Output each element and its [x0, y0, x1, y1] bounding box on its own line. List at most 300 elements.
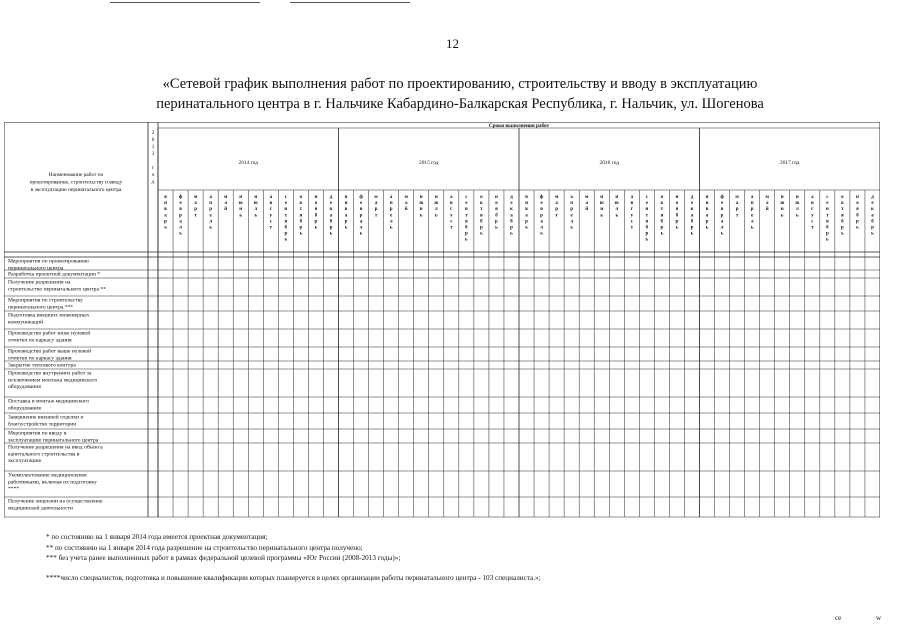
month-label-char: ь	[434, 213, 438, 219]
month-label-char: е	[871, 201, 874, 207]
month-label-char: р	[164, 219, 167, 225]
row-label: строительство перинатального центра **	[8, 286, 106, 293]
month-label-char: я	[284, 219, 288, 225]
month-label-char: в	[269, 201, 273, 207]
month-label-char: о	[314, 201, 318, 207]
month-label-char: л	[179, 225, 182, 231]
name-column-header: Наименование работ по	[48, 172, 104, 178]
month-label-char: ь	[359, 231, 363, 237]
month-label-char: р	[660, 225, 664, 231]
month-label-char: р	[750, 207, 754, 213]
month-label-char: а	[450, 195, 453, 200]
year2013-header-char: 1	[151, 144, 155, 150]
month-label-char: р	[209, 207, 213, 213]
top-rule-right	[290, 2, 410, 3]
month-label-char: а	[765, 201, 769, 207]
month-label-char: с	[269, 219, 272, 225]
year2013-header-char: о	[151, 172, 155, 178]
month-label-char: т	[465, 213, 468, 219]
month-label-char: т	[194, 213, 197, 219]
month-label-char: е	[209, 213, 212, 219]
month-label-char: ь	[389, 225, 393, 231]
month-label-char: я	[825, 219, 829, 225]
month-label-char: л	[750, 219, 754, 225]
month-label-char: в	[164, 207, 167, 213]
month-label-char: л	[254, 207, 258, 213]
row-label: Поставка и монтаж медицинского	[8, 398, 90, 405]
month-label-char: в	[359, 207, 363, 213]
year-label: 2016 год	[599, 160, 619, 166]
month-label-char: о	[856, 201, 859, 207]
month-label-char: ф	[178, 195, 183, 200]
deadlines-header: Сроки выполнения работ	[488, 123, 550, 130]
month-label-char: ь	[239, 213, 243, 219]
month-label-char: с	[811, 219, 814, 225]
month-label-char: б	[495, 213, 498, 219]
month-label-char: р	[735, 207, 739, 213]
month-label-char: й	[765, 207, 769, 213]
month-label-char: й	[585, 207, 589, 213]
month-label-char: а	[555, 201, 558, 207]
month-label-char: а	[194, 201, 197, 207]
month-label-char: л	[359, 225, 363, 231]
month-label-char: р	[329, 225, 333, 231]
month-label-char: а	[329, 213, 333, 219]
month-label-char: л	[540, 225, 543, 231]
month-label-char: я	[645, 219, 649, 225]
month-label-char: р	[374, 207, 378, 213]
month-label-char: и	[600, 195, 604, 200]
month-label-char: ь	[164, 225, 167, 231]
month-label-char: е	[390, 213, 393, 219]
row-label: отметки по каркасу здания	[8, 337, 72, 344]
month-label-char: г	[811, 207, 814, 213]
month-label-char: е	[826, 201, 829, 207]
month-label-char: к	[329, 207, 333, 213]
month-label-char: я	[480, 213, 483, 219]
month-label-char: а	[705, 213, 709, 219]
month-label-char: в	[810, 201, 814, 207]
month-label-char: ь	[570, 225, 573, 231]
month-label-char: р	[705, 219, 709, 225]
row-label: Производство внутренних работ за	[8, 370, 92, 377]
month-label-char: в	[525, 207, 528, 213]
month-label-char: б	[841, 219, 844, 225]
month-label-char: ь	[841, 231, 844, 237]
row-label: Получение лицензии на осуществление	[8, 498, 103, 505]
month-label-char: н	[705, 201, 709, 207]
row-label: Разработка проектной документации *	[8, 271, 101, 278]
row-label: Производство работ ниже нулевой	[8, 330, 91, 337]
month-label-char: ь	[254, 213, 258, 219]
row-label: работниками, включая их подготовку	[8, 479, 97, 486]
corner-mark-1: ce	[835, 614, 842, 622]
month-label-char: р	[194, 207, 197, 213]
month-label-char: и	[254, 195, 258, 200]
month-label-char: н	[464, 207, 468, 213]
month-label-char: а	[720, 219, 724, 225]
month-label-char: о	[480, 195, 483, 200]
month-label-char: а	[510, 213, 513, 219]
month-label-char: в	[449, 201, 453, 207]
row-label: Получение разрешения на ввод объекта	[8, 444, 103, 451]
month-label-char: р	[841, 225, 844, 231]
month-label-char: м	[374, 195, 378, 200]
year2013-header-char: г	[151, 165, 155, 171]
month-label-char: ь	[209, 225, 212, 231]
month-label-char: б	[690, 219, 694, 225]
document-title	[60, 74, 860, 114]
year2013-header-char: 3	[151, 151, 155, 157]
month-label-char: л	[615, 207, 619, 213]
row-label: капитального строительства в	[8, 451, 80, 458]
month-label-char: г	[450, 207, 453, 213]
month-label-char: с	[826, 195, 829, 200]
month-label-char: т	[480, 207, 483, 213]
month-label-char: д	[329, 195, 333, 200]
month-label-char: а	[269, 195, 273, 200]
row-label: перинатального центра	[8, 265, 64, 272]
month-label-char: р	[299, 225, 303, 231]
month-label-char: у	[630, 213, 634, 219]
row-label: коммуникаций	[8, 319, 44, 326]
month-label-char: е	[720, 201, 724, 207]
month-label-char: б	[314, 213, 318, 219]
month-label-char: р	[690, 225, 694, 231]
month-label-char: ь	[495, 225, 498, 231]
month-label-char: а	[344, 213, 348, 219]
month-label-char: м	[404, 195, 408, 200]
month-label-char: а	[690, 213, 694, 219]
month-label-char: ь	[645, 237, 649, 243]
month-label-char: п	[389, 201, 393, 207]
month-label-char: в	[705, 207, 709, 213]
month-label-char: л	[720, 225, 724, 231]
row-label: благоустройство территории	[8, 421, 77, 428]
month-label-char: п	[209, 201, 213, 207]
month-label-char: р	[464, 231, 468, 237]
month-label-char: с	[630, 219, 633, 225]
month-label-char: н	[284, 207, 288, 213]
row-label: Получение разрешения на	[8, 279, 71, 286]
month-label-char: т	[735, 213, 739, 219]
month-label-char: к	[660, 201, 664, 207]
month-label-char: р	[675, 219, 679, 225]
month-label-char: л	[209, 219, 213, 225]
month-label-char: ь	[675, 225, 679, 231]
month-label-char: ь	[299, 231, 303, 237]
month-label-char: н	[600, 207, 604, 213]
title-line-1: «Сетевой график выполнения работ по проектированию, строительству и вводу в эксплуатацию	[162, 76, 758, 92]
month-label-char: т	[660, 207, 664, 213]
month-label-char: ь	[871, 231, 874, 237]
month-label-char: а	[179, 219, 182, 225]
month-label-char: о	[299, 195, 303, 200]
corner-mark-2: w	[876, 614, 882, 622]
month-label-char: р	[389, 207, 393, 213]
year-label: 2014 год	[238, 160, 258, 166]
month-label-char: б	[856, 213, 859, 219]
month-label-char: ю	[795, 201, 800, 207]
month-label-char: н	[419, 207, 423, 213]
month-label-char: я	[841, 213, 844, 219]
month-label-char: ь	[615, 213, 619, 219]
row-label: оборудования	[8, 405, 41, 412]
month-label-char: ю	[238, 201, 243, 207]
month-label-char: с	[645, 195, 648, 200]
month-label-char: ь	[856, 225, 859, 231]
month-label-char: т	[555, 213, 558, 219]
row-label: Мероприятия по строительству	[8, 297, 83, 304]
month-label-char: я	[464, 219, 468, 225]
month-label-char: р	[344, 219, 348, 225]
month-label-char: ю	[599, 201, 604, 207]
month-label-char: я	[856, 207, 859, 213]
row-label: эксплуатацию	[8, 458, 42, 465]
month-label-char: е	[540, 201, 543, 207]
footnote-3: *** без учета ранее выполненных работ в рамках федеральной целевой программы «Юг России (2008-2013 годы)»;	[46, 554, 401, 562]
month-label-char: н	[525, 201, 528, 207]
month-label-char: а	[871, 213, 874, 219]
month-label-char: и	[419, 195, 423, 200]
month-label-char: а	[164, 213, 167, 219]
month-label-char: и	[795, 195, 799, 200]
name-column-header: в эксплуатацию перинатального центра	[30, 187, 122, 193]
month-label-char: и	[239, 195, 243, 200]
year-label: 2017 год	[780, 160, 800, 166]
month-label-char: е	[329, 201, 333, 207]
month-label-char: б	[826, 225, 829, 231]
footnote-4: ****число специалистов, подготовка и повышение квалификации которых планируется в целях организации работы перинатального центра - 103 специалиста.»;	[46, 573, 541, 582]
month-label-char: т	[269, 225, 273, 231]
month-label-char: у	[450, 213, 453, 219]
month-label-char: т	[841, 207, 844, 213]
month-label-char: т	[299, 207, 303, 213]
month-label-char: б	[465, 225, 468, 231]
month-label-char: я	[299, 213, 303, 219]
month-label-char: р	[525, 219, 528, 225]
month-label-char: р	[510, 225, 513, 231]
month-label-char: р	[555, 207, 558, 213]
month-label-char: ь	[419, 213, 423, 219]
month-label-char: а	[735, 201, 739, 207]
month-label-char: ф	[539, 195, 544, 200]
month-label-char: я	[495, 207, 498, 213]
month-label-char: б	[480, 219, 483, 225]
row-label: Производство работ выше нулевой	[8, 348, 92, 355]
month-label-char: ю	[253, 201, 258, 207]
month-label-char: я	[660, 213, 664, 219]
month-label-char: ь	[465, 237, 468, 243]
month-label-char: б	[660, 219, 664, 225]
row-label: исключением монтажа медицинского	[8, 377, 98, 384]
month-label-char: ф	[720, 195, 724, 200]
month-label-char: т	[374, 213, 378, 219]
month-label-char: а	[389, 195, 393, 200]
month-label-char: а	[209, 195, 212, 200]
month-label-char: ь	[660, 231, 664, 237]
month-label-char: в	[630, 201, 634, 207]
month-label-char: б	[329, 219, 333, 225]
month-label-char: с	[465, 195, 468, 200]
month-label-char: т	[630, 225, 634, 231]
page-number: 12	[446, 36, 459, 51]
month-label-char: р	[495, 219, 498, 225]
row-label: отметки по каркасу здания	[8, 355, 72, 362]
month-label-char: а	[525, 213, 528, 219]
month-label-char: ь	[525, 225, 528, 231]
month-label-char: е	[690, 201, 694, 207]
month-label-char: ь	[600, 213, 604, 219]
row-label: медицинской деятельности	[8, 505, 73, 512]
month-label-char: н	[494, 195, 498, 200]
month-label-char: а	[404, 201, 408, 207]
month-label-char: с	[450, 219, 453, 225]
month-label-char: а	[811, 195, 814, 200]
month-label-char: г	[269, 207, 272, 213]
month-label-char: н	[344, 201, 348, 207]
month-label-char: в	[720, 207, 724, 213]
row-label: Укомплектование медицинскими	[8, 472, 87, 479]
month-label-char: б	[510, 219, 513, 225]
month-label-char: е	[645, 201, 648, 207]
row-label: эксплуатацию перинатального центра	[8, 437, 99, 444]
month-label-char: г	[630, 207, 633, 213]
month-label-char: м	[193, 195, 198, 200]
month-label-char: ь	[705, 225, 709, 231]
month-label-char: ф	[359, 195, 363, 200]
footnote-1: * по состоянию на 1 января 2014 года имеется проектная документация;	[46, 533, 268, 541]
month-label-char: р	[540, 213, 543, 219]
month-label-char: т	[811, 225, 814, 231]
month-label-char: ь	[329, 231, 333, 237]
month-label-char: а	[224, 201, 227, 207]
month-label-char: ь	[826, 237, 829, 243]
month-label-char: н	[825, 207, 829, 213]
row-label: Подготовка внешних инженерных	[8, 312, 90, 319]
month-label-char: б	[871, 219, 874, 225]
row-label: перинатального центра ***	[8, 304, 74, 311]
month-label-char: и	[780, 195, 784, 200]
month-label-char: д	[690, 195, 694, 200]
month-label-char: к	[690, 207, 694, 213]
month-label-char: ь	[179, 231, 182, 237]
month-label-char: л	[389, 219, 393, 225]
month-label-char: ь	[720, 231, 724, 237]
month-label-char: б	[299, 219, 303, 225]
month-label-char: м	[554, 195, 559, 200]
month-label-char: ь	[480, 231, 483, 237]
month-label-char: а	[374, 201, 378, 207]
year2013-header-char: 2	[151, 130, 155, 136]
month-label-char: р	[284, 231, 288, 237]
month-label-char: р	[871, 225, 874, 231]
month-label-char: б	[645, 225, 649, 231]
month-label-char: ь	[795, 213, 799, 219]
row-label: оборудования	[8, 384, 41, 391]
row-label: Закрытие теплового контура	[8, 362, 76, 369]
month-label-char: ь	[540, 231, 543, 237]
month-label-char: р	[720, 213, 724, 219]
name-column-header: проектированию, строительству и вводу	[29, 179, 123, 186]
month-label-char: я	[314, 207, 318, 213]
month-label-char: д	[871, 195, 874, 200]
month-label-char: ю	[434, 201, 439, 207]
row-label: ****	[8, 486, 20, 493]
month-label-char: м	[765, 195, 769, 200]
row-label: Мероприятия по вводу в	[8, 430, 67, 437]
month-label-char: е	[179, 201, 182, 207]
month-label-char: р	[359, 213, 363, 219]
month-label-char: а	[359, 219, 363, 225]
month-label-char: ь	[314, 225, 318, 231]
top-rule-left	[110, 2, 260, 3]
footnote-2: ** по состоянию на 1 января 2014 года разрешение на строительство перинатального центра получено;	[46, 543, 363, 552]
month-label-char: й	[224, 207, 228, 213]
year2013-header-char: д	[151, 179, 155, 185]
month-label-char: в	[344, 207, 348, 213]
month-label-char: у	[811, 213, 814, 219]
month-label-char: р	[179, 213, 182, 219]
month-label-char: м	[735, 195, 739, 200]
month-label-char: о	[841, 195, 844, 200]
month-label-char: н	[164, 201, 167, 207]
row-label: Завершение внешней отделки и	[8, 414, 84, 421]
month-label-char: н	[645, 207, 649, 213]
month-label-char: а	[750, 195, 754, 200]
month-label-char: н	[239, 207, 243, 213]
month-label-char: у	[269, 213, 273, 219]
month-label-char: р	[480, 225, 483, 231]
month-label-char: н	[780, 207, 784, 213]
month-label-char: е	[510, 201, 513, 207]
month-label-char: я	[525, 195, 528, 200]
month-label-char: ь	[284, 237, 288, 243]
month-label-char: д	[510, 195, 513, 200]
month-label-char: в	[179, 207, 182, 213]
month-label-char: р	[314, 219, 318, 225]
month-label-char: л	[570, 219, 574, 225]
month-label-char: а	[630, 195, 634, 200]
month-label-char: о	[495, 201, 498, 207]
month-label-char: с	[284, 195, 287, 200]
month-label-char: а	[585, 201, 588, 207]
footnotes	[46, 532, 846, 583]
month-label-char: л	[795, 207, 799, 213]
month-label-char: т	[450, 225, 453, 231]
month-label-char: е	[751, 213, 754, 219]
month-label-char: и	[434, 195, 438, 200]
month-label-char: м	[584, 195, 589, 200]
month-label-char: ь	[690, 231, 694, 237]
month-label-char: ь	[750, 225, 754, 231]
month-label-char: ю	[780, 201, 785, 207]
month-label-char: м	[223, 195, 228, 200]
month-label-char: н	[855, 195, 859, 200]
month-label-char: н	[314, 195, 318, 200]
month-label-char: о	[675, 201, 679, 207]
year-label: 2015 год	[419, 160, 439, 166]
title-line-2: перинатального центра в г. Нальчике Кабардино-Балкарская Республика, г. Нальчик, ул. Шогенова	[156, 96, 764, 112]
month-label-char: р	[856, 219, 859, 225]
month-label-char: б	[675, 213, 679, 219]
schedule-table	[4, 122, 880, 542]
month-label-char: я	[705, 195, 709, 200]
month-label-char: в	[540, 207, 543, 213]
month-label-char: а	[540, 219, 543, 225]
month-label-char: е	[284, 201, 287, 207]
month-label-char: к	[479, 201, 483, 207]
